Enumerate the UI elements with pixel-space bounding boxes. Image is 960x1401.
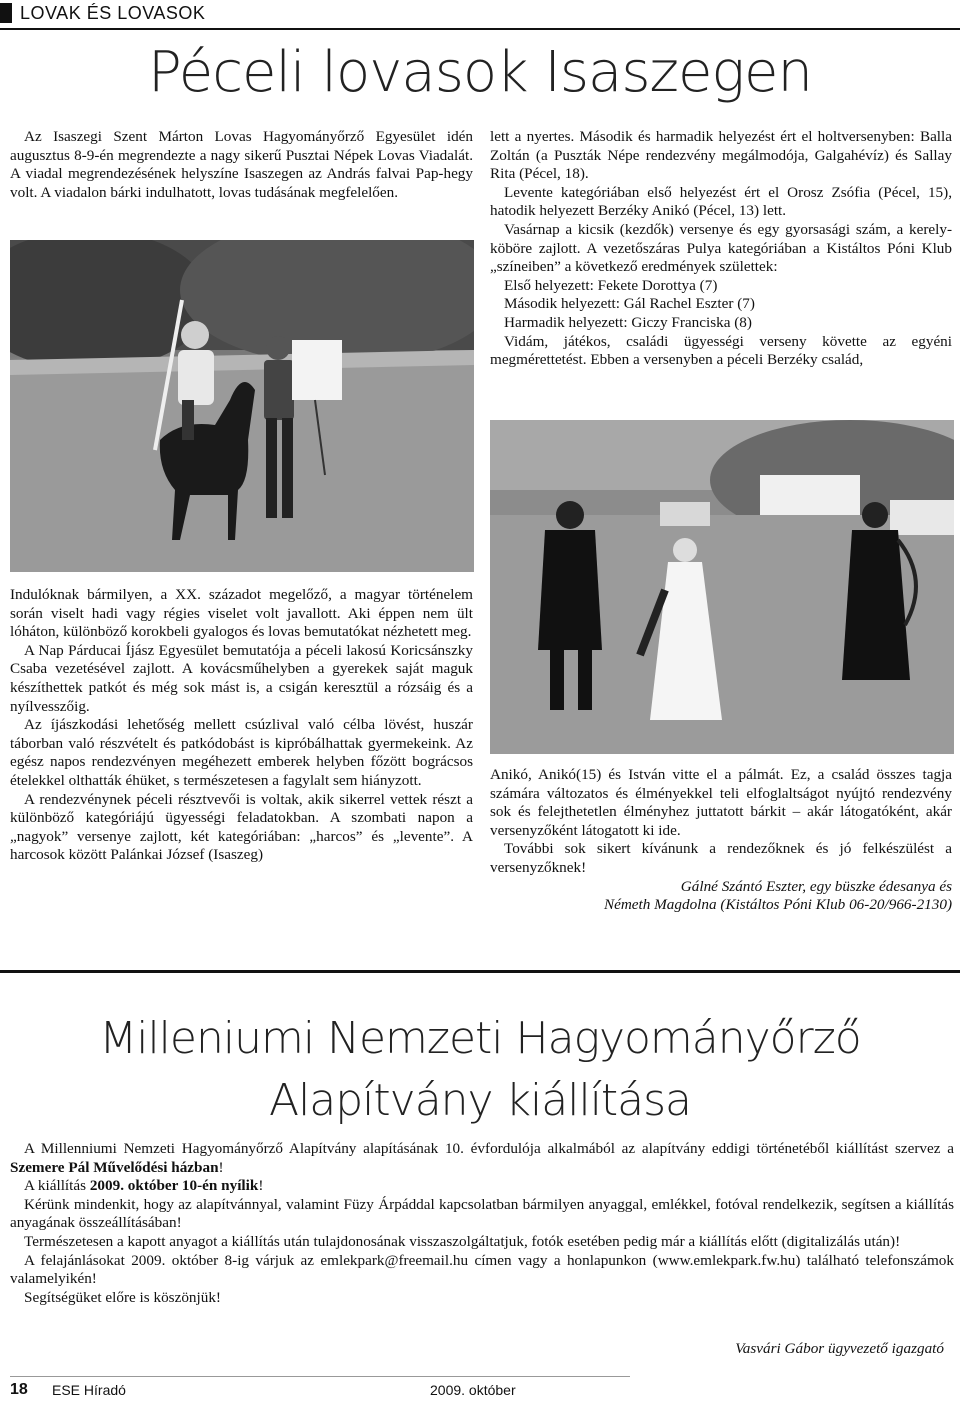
signature-line: Németh Magdolna (Kistáltos Póni Klub 06-20/966-2130) [603,896,952,914]
page-number: 18 [10,1381,28,1398]
paragraph [10,1140,954,1177]
paragraph: További sok sikert kívánunk a rendezőknek és jó felkészülést a versenyzőknek! [490,840,952,876]
right-column-top [490,128,952,370]
article-title: Péceli lovasok Isaszegen [148,40,812,105]
section-tag-bar [0,3,12,23]
paragraph: lett a nyertes. Második és harmadik helyezést ért el holtversenyben: Balla Zoltán (a Puszták Népe rendezvény megálmodója, Galgahévíz) és Sallay Rita (Pécel, 18). [490,128,952,183]
issue-date: 2009. október [430,1382,516,1398]
paragraph: A felajánlásokat 2009. október 8-ig várjuk az emlekpark@freemail.hu címen vagy a honlapunkon (www.emlekpark.fw.hu) található telefonszámok valamelyikén! [10,1251,954,1288]
paragraph: Az íjászkodási lehetőség mellett csúzlival való célba lövést, huszár táborban való részvételt és patkódobást is kipróbálhattak gyermekeink. Az egész napos rendezvényen megéhezett emberek helyben főzött bográcsos ételekkel olthatták éhüket, s természetesen a fagylalt sem hiányzott. [10,716,473,789]
paragraph: Vasárnap a kicsik (kezdők) versenye és egy gyorsasági szám, a kerely-köböre zajlott. A vezetőszáras Pulya kategóriában a Kistáltos Póni Klub „színeiben” a következő eredmények születtek: [490,220,952,276]
paragraph: A Nap Párducai Íjász Egyesület bemutatója a péceli lakosú Koricsánszky Csaba vezetésével zajlott. A kovácsműhelyben a gyerekek saját maguk készíthettek patkót és még sok mást is, a csigán keresztül a rózsáig és a nyílvesszőig. [10,641,473,715]
article2-signature: Vasvári Gábor ügyvezető igazgató [735,1340,944,1357]
lead-paragraph: Az Isaszegi Szent Márton Lovas Hagyományőrző Egyesület idén augusztus 8-9-én megrendezte a nagy sikerű Pusztai Népek Lovas Viadalát. A viadal megrendezésének helyszíne Isaszegen az András falvai Pap-hegy volt. A viadalon bárki indulhatott, lovas tudásának megfelelően. [10,128,473,201]
article2-body [10,1140,954,1307]
result-line: Harmadik helyezett: Giczy Franciska (8) [504,313,752,331]
paragraph: Kérünk mindenkit, hogy az alapítvánnyal, valamint Füzy Árpáddal kapcsolatban bármilyen anyaggal, emlékkel, fotóval rendelkezik, segítsen a kiállítás anyagának összeállításában! [10,1195,954,1232]
text: ! [258,1177,264,1195]
opening-date: 2009. október 10-én nyílik [89,1177,259,1195]
result-line: Első helyezett: Fekete Dorottya (7) [504,276,718,294]
top-rule [0,28,960,30]
text: A Millenniumi Nemzeti Hagyományőrző Alapítvány alapításának 10. évfordulója alkalmából az alapítvány eddigi történetéből kiállítást szervez a [24,1140,954,1157]
paragraph: Anikó, Anikó(15) és István vitte el a pálmát. Ez, a család összes tagja számára változatos és élményekkel teli elfoglaltságot nyújtó rendezvény sok és felejthetetlen élményhez juttatott bárkit – akár látogatóként, akár versenyzőként látogatott ki ide. [490,766,952,839]
paragraph: Segítségüket előre is köszönjük! [24,1288,221,1306]
paragraph: Vidám, játékos, családi ügyességi verseny követte az egyéni megmérettetést. Ebben a versenyben a péceli Berzéky család, [490,332,952,369]
signature-line: Gálné Szántó Eszter, egy büszke édesanya és [680,877,952,895]
left-column-bottom [10,586,473,865]
venue-name: Szemere Pál Művelődési házban [10,1158,219,1176]
paragraph: Levente kategóriában első helyezést ért el Orosz Zsófia (Pécel, 15), hatodik helyezett Berzéky Anikó (Pécel, 13) lett. [490,183,952,220]
result-line: Második helyezett: Gál Rachel Eszter (7) [504,295,755,313]
section-label: LOVAK ÉS LOVASOK [20,2,206,23]
right-column-bottom [490,766,952,915]
article2-title-line1: Milleniumi Nemzeti Hagyományőrző [99,1013,861,1064]
photo-rider-horse [10,240,474,572]
footer-rule [10,1376,630,1377]
paragraph: Természetesen a kapott anyagot a kiállítás után tulajdonosának visszaszolgáltatjuk, fotók esetében pedig már a kiállítás előtt (digitalizálás után)! [24,1232,901,1250]
photo-archers [490,420,954,754]
publication-name: ESE Híradó [52,1382,126,1398]
paragraph: Indulóknak bármilyen, a XX. századot megelőző, a magyar történelem során viselt hadi vagy régies viselet volt javallott. Aki éppen nem ült lóháton, különböző korokbeli gyalogos és lovas bemutatókat nézhetett meg. [10,586,473,641]
paragraph [10,1177,954,1196]
article2-title-line2: Alapítvány kiállítása [268,1075,692,1126]
section-tag [0,0,205,26]
paragraph: A rendezvénynek péceli résztvevői is voltak, akik sikerrel vettek részt a különböző kategóriájú ügyességi feladatokban. A szombati napon a „nagyok” versenye zajlott, két kategóriában: „harcos” és „levente”. A harcosok között Palánkai József (Isaszeg) [10,790,473,864]
article-separator [0,970,960,973]
text: ! [218,1158,224,1176]
footer [0,1376,960,1377]
text: A kiállítás [24,1177,90,1195]
